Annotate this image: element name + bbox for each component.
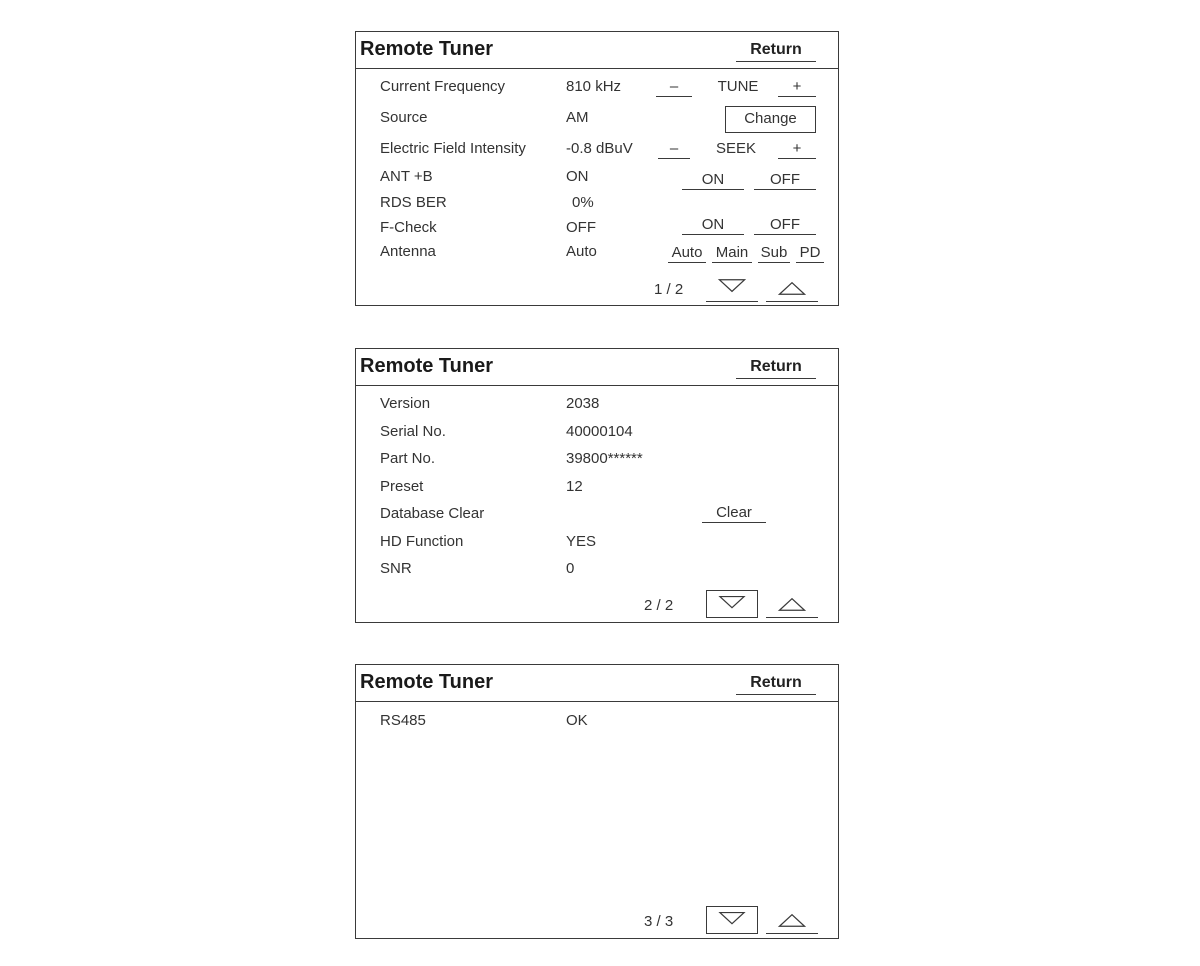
triangle-down-icon — [707, 907, 757, 933]
seek-plus-button[interactable]: + — [778, 140, 816, 159]
panel-header — [356, 349, 838, 386]
part-number-value: 39800****** — [566, 450, 643, 467]
panel-header — [356, 32, 838, 69]
antenna-auto-button[interactable]: Auto — [668, 244, 706, 263]
remote-tuner-panel-page-3 — [355, 664, 839, 939]
database-clear-button[interactable]: Clear — [702, 504, 766, 523]
triangle-down-icon — [706, 274, 758, 301]
hd-function-label: HD Function — [380, 533, 464, 550]
hd-function-value: YES — [566, 533, 597, 550]
triangle-down-icon — [707, 591, 757, 617]
source-label: Source — [380, 109, 428, 126]
current-frequency-value: 810 kHz — [566, 78, 622, 95]
preset-value: 12 — [566, 478, 583, 495]
database-clear-label: Database Clear — [380, 505, 485, 522]
serial-number-label: Serial No. — [380, 423, 446, 440]
snr-value: 0 — [566, 560, 575, 577]
antenna-label: Antenna — [380, 243, 436, 260]
preset-label: Preset — [380, 478, 424, 495]
panel-header — [356, 665, 838, 702]
remote-tuner-panel-page-2 — [355, 348, 839, 623]
ant-b-on-button[interactable]: ON — [682, 171, 744, 190]
f-check-off-button[interactable]: OFF — [754, 216, 816, 235]
field-intensity-value: -0.8 dBuV — [566, 140, 633, 157]
version-label: Version — [380, 395, 431, 412]
field-intensity-label: Electric Field Intensity — [380, 140, 526, 157]
page-up-button[interactable] — [766, 906, 818, 934]
rds-ber-label: RDS BER — [380, 194, 447, 211]
f-check-label: F-Check — [380, 219, 437, 236]
snr-label: SNR — [380, 560, 412, 577]
panel-title: Remote Tuner — [360, 38, 493, 60]
change-source-button[interactable]: Change — [725, 106, 816, 133]
seek-minus-button[interactable]: – — [658, 140, 690, 159]
part-number-label: Part No. — [380, 450, 436, 467]
tune-minus-button[interactable]: – — [656, 78, 692, 97]
ant-b-value: ON — [566, 168, 589, 185]
triangle-up-icon — [766, 906, 818, 933]
rs485-value: OK — [566, 712, 588, 729]
rds-ber-value: 0% — [572, 194, 594, 211]
antenna-value: Auto — [566, 243, 597, 260]
page-indicator: 3 / 3 — [644, 913, 674, 930]
page-down-button[interactable] — [706, 590, 758, 618]
panel-title: Remote Tuner — [360, 671, 493, 693]
antenna-pd-button[interactable]: PD — [796, 244, 824, 263]
page-down-button[interactable] — [706, 274, 758, 302]
page-indicator: 1 / 2 — [654, 281, 684, 298]
rs485-label: RS485 — [380, 712, 426, 729]
f-check-on-button[interactable]: ON — [682, 216, 744, 235]
current-frequency-label: Current Frequency — [380, 78, 506, 95]
antenna-sub-button[interactable]: Sub — [758, 244, 790, 263]
source-value: AM — [566, 109, 589, 126]
triangle-up-icon — [766, 590, 818, 617]
ant-b-off-button[interactable]: OFF — [754, 171, 816, 190]
page-up-button[interactable] — [766, 590, 818, 618]
page-indicator: 2 / 2 — [644, 597, 674, 614]
remote-tuner-panel-page-1 — [355, 31, 839, 306]
panel-title: Remote Tuner — [360, 355, 493, 377]
page-up-button[interactable] — [766, 274, 818, 302]
ant-b-label: ANT +B — [380, 168, 433, 185]
page-down-button[interactable] — [706, 906, 758, 934]
tune-label: TUNE — [717, 78, 759, 95]
seek-label: SEEK — [715, 140, 757, 157]
tune-plus-button[interactable]: + — [778, 78, 816, 97]
return-button[interactable]: Return — [736, 674, 816, 695]
antenna-main-button[interactable]: Main — [712, 244, 752, 263]
return-button[interactable]: Return — [736, 358, 816, 379]
f-check-value: OFF — [566, 219, 596, 236]
return-button[interactable]: Return — [736, 41, 816, 62]
triangle-up-icon — [766, 274, 818, 301]
serial-number-value: 40000104 — [566, 423, 633, 440]
version-value: 2038 — [566, 395, 600, 412]
